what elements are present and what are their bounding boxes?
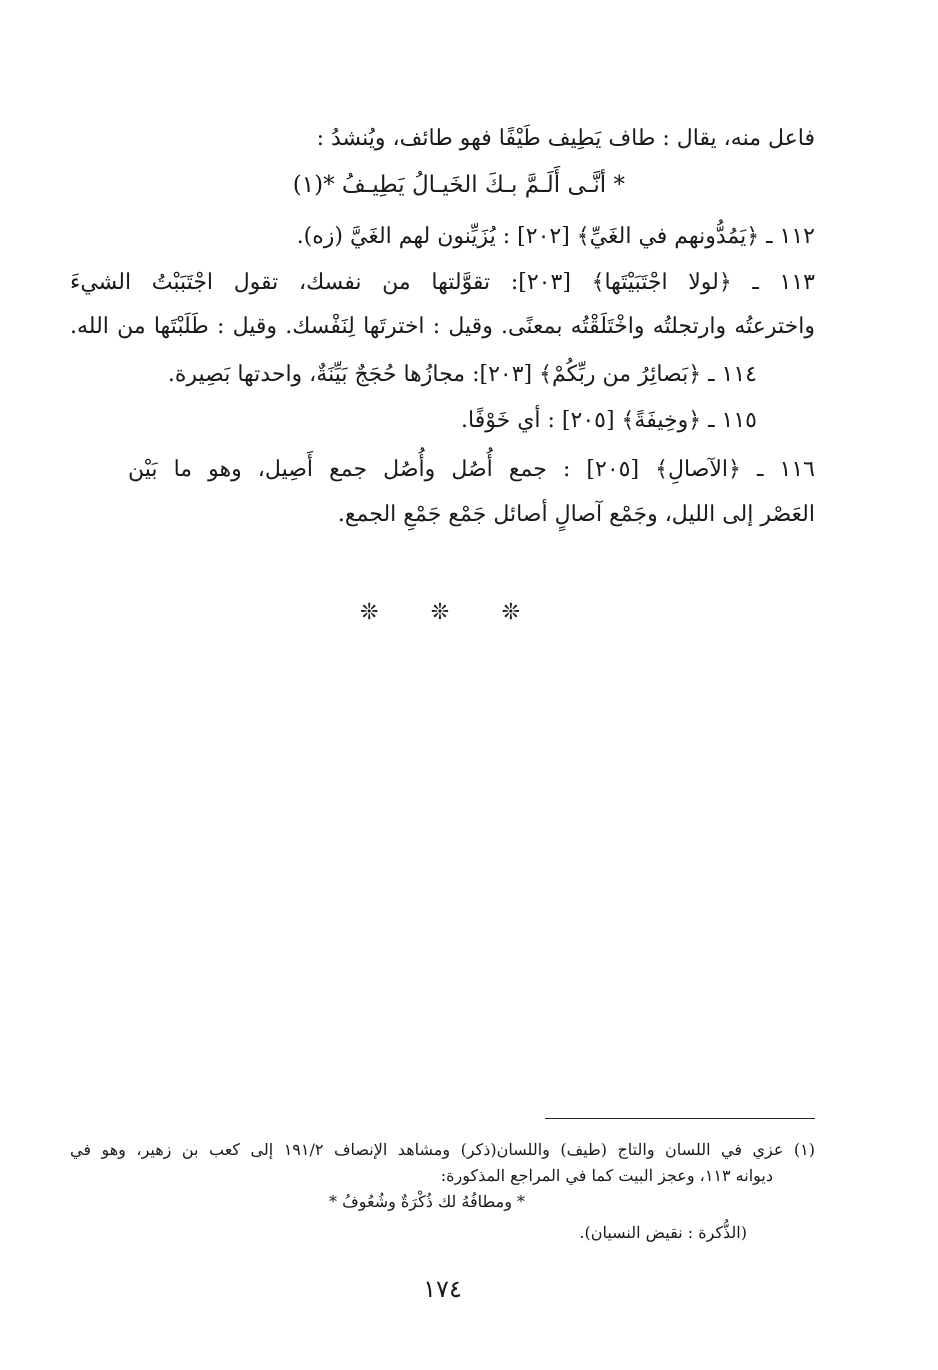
footnote-verse: * ومطافُهُ لك ذُكْرَةٌ وشُعُوفُ * <box>329 1192 525 1211</box>
entry-112: ١١٢ ـ ﴿يَمُدُّونهم في الغَيِّ﴾ [٢٠٢] : يُزَيِّنون لهم الغَيَّ (زه). <box>296 224 815 249</box>
verse-line: * أنَّـى أَلَـمَّ بـكَ الخَيـالُ يَطِيـفُ *(١) <box>292 172 625 198</box>
footnote-line-2: ديوانه ١١٣، وعجز البيت كما في المراجع المذكورة: <box>440 1166 773 1185</box>
separator-ornament: ❊ <box>430 600 450 625</box>
entry-116-line-2: العَصْر إلى الليل، وجَمْع آصالٍ أصائل جَمْع جَمْعِ الجمع. <box>337 502 815 527</box>
entry-113-line-2: واخترعتُه وارتجلتُه واخْتَلَقْتُه بمعنًى. وقيل : اخترتَها لِنَفْسك. وقيل : طَلَبْتَها من الله. <box>70 314 815 339</box>
book-page <box>70 0 815 1370</box>
text-line-1: فاعل منه، يقال : طاف يَطِيف طَيْفًا فهو طائف، ويُنشدُ : <box>316 126 815 151</box>
footnote-divider <box>545 1118 815 1119</box>
entry-114: ١١٤ ـ ﴿بَصائِرُ من ربِّكُمْ﴾ [٢٠٣]: مجازُها حُجَجٌ بَيِّنَةٌ، واحدتها بَصِيرة. <box>167 362 757 387</box>
separator-ornament: ❊ <box>360 600 379 625</box>
entry-113-line-1: ١١٣ ـ ﴿لولا اجْتَبَيْتَها﴾ [٢٠٣]: تقوَّلتها من نفسك، تقول اجْتَبَبْتُ الشيءَ <box>70 270 815 295</box>
entry-116-line-1: ١١٦ ـ ﴿الآصالِ﴾ [٢٠٥] : جمع أُصُل وأُصُل جمع أَصِيل، وهو ما بَيْن <box>128 457 815 482</box>
separator-ornament: ❊ <box>501 600 520 625</box>
footnote-line-1: (١) عزي في اللسان والتاج (طيف) واللسان(ذكر) ومشاهد الإنصاف ١٩١/٢ إلى كعب بن زهير، وهو في <box>70 1140 815 1159</box>
footnote-line-4: (الذُّكرة : نقيض النسيان). <box>579 1223 747 1242</box>
page-number: ١٧٤ <box>423 1275 462 1303</box>
section-separator <box>360 600 520 625</box>
entry-115: ١١٥ ـ ﴿وخِيفَةً﴾ [٢٠٥] : أي خَوْفًا. <box>461 408 757 433</box>
